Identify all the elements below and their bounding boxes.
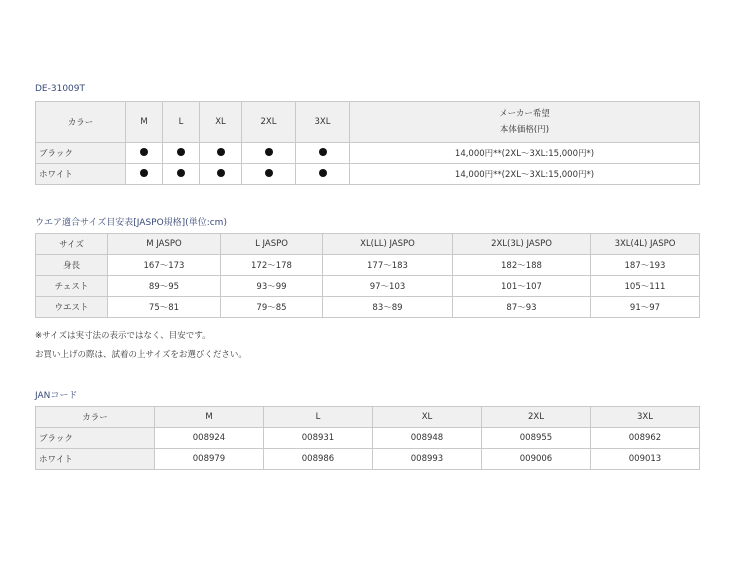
jan-code: 008931: [264, 428, 373, 449]
measure-cell: 177〜183: [323, 255, 453, 276]
measure-cell: 187〜193: [591, 255, 700, 276]
jan-code: 008948: [373, 428, 482, 449]
size-chart-header: M JASPO: [108, 234, 221, 255]
jan-code: 009006: [482, 449, 591, 470]
measure-cell: 105〜111: [591, 276, 700, 297]
jan-header: M: [155, 407, 264, 428]
jan-header: カラー: [36, 407, 155, 428]
size-note: お買い上げの際は、試着の上サイズをお選びください。: [35, 350, 247, 360]
available-dot-icon: [265, 169, 273, 177]
price-header: [350, 102, 700, 143]
size-header: 3XL: [296, 102, 350, 143]
measure-cell: 101〜107: [453, 276, 591, 297]
color-header: カラー: [36, 102, 126, 143]
availability-cell: [200, 164, 242, 185]
availability-cell: [200, 143, 242, 164]
jan-code: 008955: [482, 428, 591, 449]
size-chart-table: [35, 233, 700, 318]
jan-title: JANコード: [35, 391, 78, 401]
measure-cell: 167〜173: [108, 255, 221, 276]
jan-row: [36, 428, 700, 449]
spec-row: [36, 143, 700, 164]
measure-cell: 182〜188: [453, 255, 591, 276]
measure-cell: 79〜85: [221, 297, 323, 318]
measure-name: チェスト: [36, 276, 108, 297]
availability-cell: [163, 143, 200, 164]
available-dot-icon: [177, 169, 185, 177]
availability-cell: [163, 164, 200, 185]
color-name: ブラック: [36, 428, 155, 449]
jan-table: [35, 406, 700, 470]
color-name: ホワイト: [36, 164, 126, 185]
size-chart-row: [36, 255, 700, 276]
jan-header: XL: [373, 407, 482, 428]
price-header-line1: メーカー希望: [499, 109, 550, 119]
jan-code: 008962: [591, 428, 700, 449]
measure-cell: 93〜99: [221, 276, 323, 297]
measure-cell: 87〜93: [453, 297, 591, 318]
measure-name: ウエスト: [36, 297, 108, 318]
measure-name: 身長: [36, 255, 108, 276]
jan-code: 008993: [373, 449, 482, 470]
available-dot-icon: [140, 169, 148, 177]
size-header: M: [126, 102, 163, 143]
measure-cell: 83〜89: [323, 297, 453, 318]
size-header: XL: [200, 102, 242, 143]
size-chart-header-row: [36, 234, 700, 255]
available-dot-icon: [217, 169, 225, 177]
availability-cell: [296, 164, 350, 185]
measure-cell: 91〜97: [591, 297, 700, 318]
available-dot-icon: [265, 148, 273, 156]
size-header: L: [163, 102, 200, 143]
spec-table: [35, 101, 700, 185]
size-chart-header: L JASPO: [221, 234, 323, 255]
size-chart-row: [36, 297, 700, 318]
availability-cell: [242, 164, 296, 185]
measure-cell: 89〜95: [108, 276, 221, 297]
size-header: 2XL: [242, 102, 296, 143]
price-cell: 14,000円**(2XL〜3XL:15,000円*): [350, 164, 700, 185]
available-dot-icon: [177, 148, 185, 156]
jan-header: 3XL: [591, 407, 700, 428]
jan-header-row: [36, 407, 700, 428]
jan-header: 2XL: [482, 407, 591, 428]
jan-code: 008924: [155, 428, 264, 449]
available-dot-icon: [319, 148, 327, 156]
color-name: ブラック: [36, 143, 126, 164]
size-chart-header: サイズ: [36, 234, 108, 255]
jan-code: 008986: [264, 449, 373, 470]
spec-header-row: [36, 102, 700, 143]
available-dot-icon: [140, 148, 148, 156]
available-dot-icon: [217, 148, 225, 156]
measure-cell: 97〜103: [323, 276, 453, 297]
measure-cell: 172〜178: [221, 255, 323, 276]
price-cell: 14,000円**(2XL〜3XL:15,000円*): [350, 143, 700, 164]
size-chart-row: [36, 276, 700, 297]
size-chart-header: 3XL(4L) JASPO: [591, 234, 700, 255]
available-dot-icon: [319, 169, 327, 177]
price-header-line2: 本体価格(円): [499, 125, 550, 135]
jan-code: 008979: [155, 449, 264, 470]
availability-cell: [126, 164, 163, 185]
availability-cell: [126, 143, 163, 164]
availability-cell: [296, 143, 350, 164]
jan-code: 009013: [591, 449, 700, 470]
size-note: ※サイズは実寸法の表示ではなく、目安です。: [35, 331, 211, 341]
color-name: ホワイト: [36, 449, 155, 470]
jan-row: [36, 449, 700, 470]
availability-cell: [242, 143, 296, 164]
measure-cell: 75〜81: [108, 297, 221, 318]
spec-row: [36, 164, 700, 185]
jan-header: L: [264, 407, 373, 428]
size-chart-header: XL(LL) JASPO: [323, 234, 453, 255]
model-number: DE-31009T: [35, 84, 85, 94]
size-chart-header: 2XL(3L) JASPO: [453, 234, 591, 255]
size-chart-title: ウエア適合サイズ目安表[JASPO規格](単位:cm): [35, 218, 227, 228]
